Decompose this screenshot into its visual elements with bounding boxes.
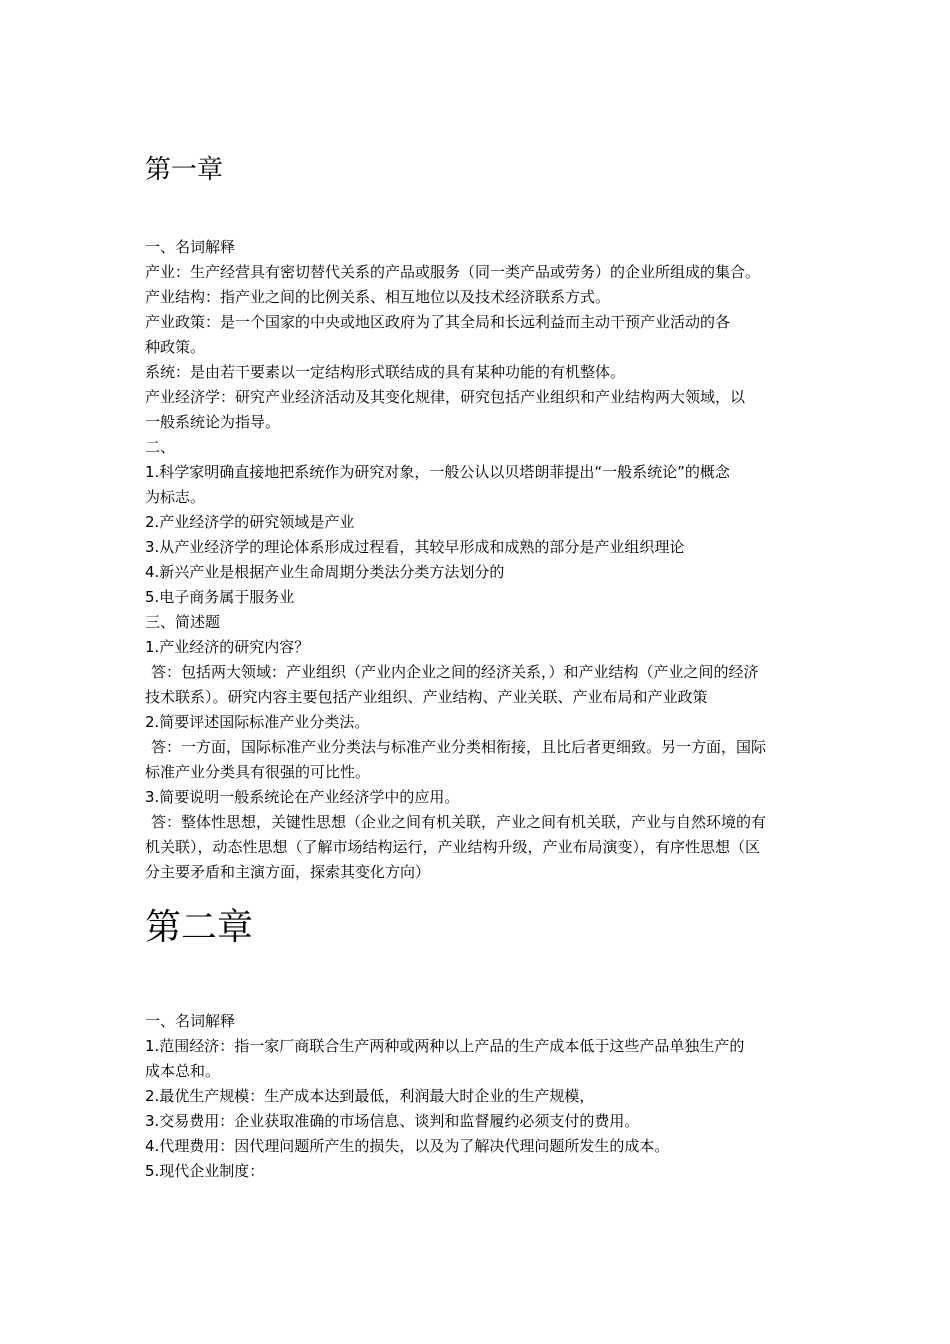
list-item: 5.电子商务属于服务业 bbox=[145, 588, 295, 606]
document-content bbox=[145, 150, 810, 1184]
list-item: 3.从产业经济学的理论体系形成过程看，其较早形成和成熟的部分是产业组织理论 bbox=[145, 538, 685, 556]
question: 3.简要说明一般系统论在产业经济学中的应用。 bbox=[145, 788, 460, 806]
definition-line: 1.范围经济：指一家厂商联合生产两种或两种以上产品的生产成本低于这些产品单独生产的 bbox=[145, 1037, 745, 1055]
section-heading: 三、简述题 bbox=[145, 613, 221, 631]
definition-line: 4.代理费用：因代理问题所产生的损失，以及为了解决代理问题所发生的成本。 bbox=[145, 1137, 670, 1155]
definition-line: 产业：生产经营具有密切替代关系的产品或服务（同一类产品或劳务）的企业所组成的集合。 bbox=[145, 263, 761, 281]
question: 2.简要评述国际标准产业分类法。 bbox=[145, 713, 370, 731]
chapter-2-title: 第二章 bbox=[145, 907, 254, 948]
list-item: 2.产业经济学的研究领域是产业 bbox=[145, 513, 355, 531]
section-heading: 一、名词解释 bbox=[145, 1012, 236, 1030]
spacer bbox=[145, 190, 810, 235]
answer: 技术联系）。研究内容主要包括产业组织、产业结构、产业关联、产业布局和产业政策 bbox=[145, 688, 708, 706]
section-heading: 二、 bbox=[145, 438, 176, 456]
list-item: 4.新兴产业是根据产业生命周期分类法分类方法划分的 bbox=[145, 563, 505, 581]
definition-line: 系统：是由若干要素以一定结构形式联结成的具有某种功能的有机整体。 bbox=[145, 363, 626, 381]
answer: 答：包括两大领域：产业组织（产业内企业之间的经济关系，）和产业结构（产业之间的经济 bbox=[151, 663, 759, 681]
answer: 分主要矛盾和主演方面，探索其变化方向） bbox=[145, 863, 431, 881]
answer: 机关联），动态性思想（了解市场结构运行，产业结构升级，产业布局演变），有序性思想（区 bbox=[145, 838, 761, 856]
list-item: 为标志。 bbox=[145, 488, 206, 506]
definition-line: 产业政策：是一个国家的中央或地区政府为了其全局和长远利益而主动干预产业活动的各 bbox=[145, 313, 731, 331]
definition-line: 产业经济学：研究产业经济活动及其变化规律，研究包括产业组织和产业结构两大领域，以 bbox=[145, 388, 746, 406]
section-heading: 一、名词解释 bbox=[145, 238, 236, 256]
definition-line: 一般系统论为指导。 bbox=[145, 413, 281, 431]
spacer bbox=[145, 885, 810, 903]
question: 1.产业经济的研究内容？ bbox=[145, 638, 310, 656]
definition-line: 种政策。 bbox=[145, 338, 206, 356]
list-item: 1.科学家明确直接地把系统作为研究对象，一般公认以贝塔朗菲提出“一般系统论”的概念 bbox=[145, 463, 730, 481]
definition-line: 产业结构：指产业之间的比例关系、相互地位以及技术经济联系方式。 bbox=[145, 288, 611, 306]
definition-line: 2.最优生产规模：生产成本达到最低，利润最大时企业的生产规模， bbox=[145, 1087, 595, 1105]
answer: 答：整体性思想，关键性思想（企业之间有机关联，产业之间有机关联，产业与自然环境的有 bbox=[151, 813, 767, 831]
definition-line: 成本总和。 bbox=[145, 1062, 221, 1080]
spacer bbox=[145, 953, 810, 1009]
chapter-1-title: 第一章 bbox=[145, 155, 224, 185]
definition-line: 5.现代企业制度： bbox=[145, 1162, 265, 1180]
answer: 答：一方面，国际标准产业分类法与标准产业分类相衔接，且比后者更细致。另一方面，国际 bbox=[151, 738, 767, 756]
answer: 标准产业分类具有很强的可比性。 bbox=[145, 763, 371, 781]
definition-line: 3.交易费用：企业获取准确的市场信息、谈判和监督履约必须支付的费用。 bbox=[145, 1112, 640, 1130]
